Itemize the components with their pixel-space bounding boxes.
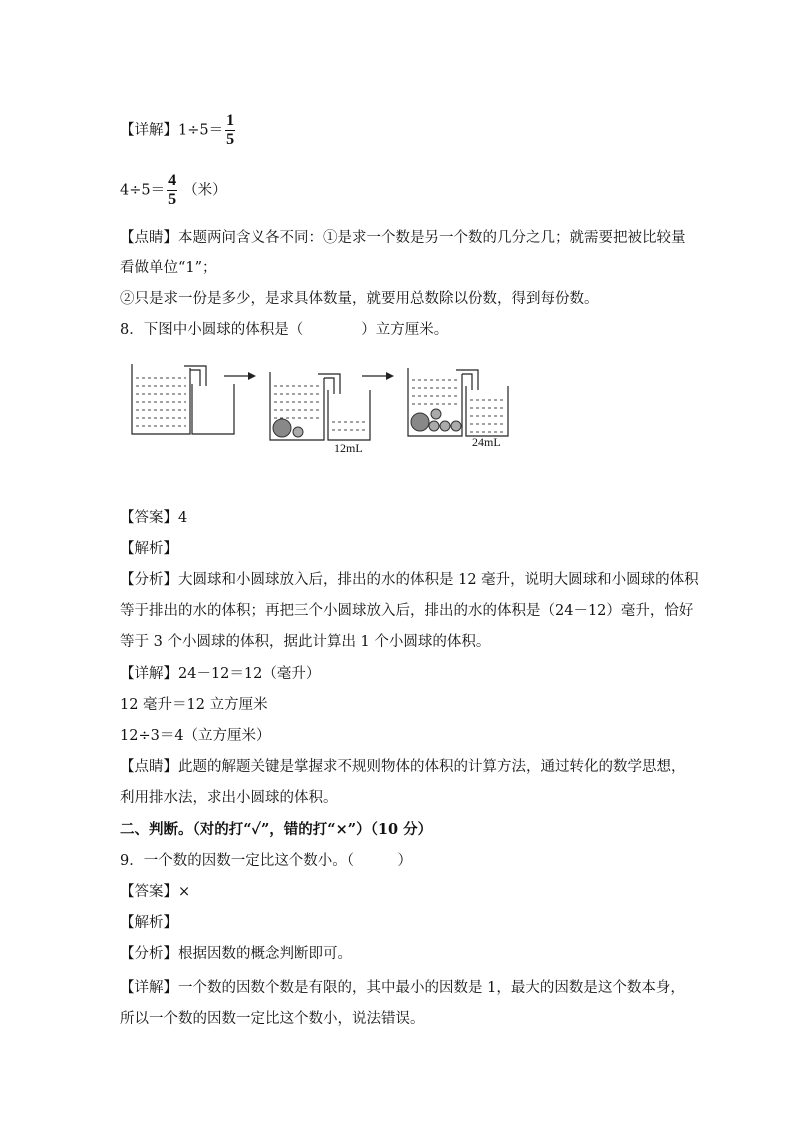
fraction-2 [167, 172, 177, 209]
detail-9-line-2: 所以一个数的因数一定比这个数小，说法错误。 [120, 1011, 425, 1027]
beaker-1 [192, 384, 234, 434]
detail-9-line-1: 【详解】一个数的因数个数是有限的，其中最小的因数是 1，最大的因数是这个数本身， [120, 980, 685, 996]
detail-suffix-2: （米） [183, 182, 227, 199]
analysis-heading-8: 【解析】 [120, 541, 178, 557]
detail-prefix-1: 【详解】1÷5＝ [120, 122, 224, 139]
detail-line-2 [120, 172, 227, 209]
small-ball-3b [429, 421, 439, 431]
large-ball-3 [411, 413, 429, 431]
fraction-1-denominator: 5 [226, 131, 235, 148]
arrow-1-head [248, 372, 256, 380]
small-ball-3d [451, 421, 461, 431]
detail-8-line-1: 【详解】24－12＝12（毫升） [120, 666, 321, 682]
displacement-diagram [120, 356, 520, 460]
small-ball-3c [440, 421, 450, 431]
section-2-heading: 二、判断。（对的打“✓”，错的打“×”）（10 分） [120, 821, 433, 838]
small-ball-3a [431, 409, 441, 419]
analysis-line-2: 等于排出的水的体积；再把三个小圆球放入后，排出的水的体积是（24－12）毫升，恰好 [120, 603, 694, 619]
analysis-line-3: 等于 3 个小圆球的体积，据此计算出 1 个小圆球的体积。 [120, 634, 491, 650]
fraction-1 [225, 112, 235, 149]
fraction-2-denominator: 5 [168, 191, 177, 208]
small-ball-2 [293, 427, 303, 437]
detail-prefix-2: 4÷5＝ [120, 182, 166, 199]
analysis-9: 【分析】根据因数的概念判断即可。 [120, 946, 352, 962]
question-8: 8．下图中小圆球的体积是（ ）立方厘米。 [120, 322, 449, 338]
fraction-2-numerator: 4 [168, 172, 177, 189]
point-line-2: 看做单位“1”； [120, 260, 217, 276]
analysis-heading-9: 【解析】 [120, 915, 178, 931]
container-1 [132, 364, 190, 434]
spout-2 [318, 374, 340, 394]
detail-line-1 [120, 112, 241, 149]
spout-3 [456, 370, 478, 390]
analysis-line-1: 【分析】大圆球和小圆球放入后，排出的水的体积是 12 毫升，说明大圆球和小圆球的体积 [120, 572, 699, 588]
large-ball-2 [273, 419, 291, 437]
detail-8-line-2: 12 毫升＝12 立方厘米 [120, 697, 268, 713]
label-12ml: 12mL [334, 441, 363, 455]
beaker-2 [328, 390, 370, 440]
fraction-1-numerator: 1 [226, 112, 235, 129]
answer-8: 【答案】4 [120, 510, 188, 526]
point-line-3: ②只是求一份是多少，是求具体数量，就要用总数除以份数，得到每份数。 [120, 291, 599, 307]
spout-1 [184, 366, 206, 386]
point-8-line-2: 利用排水法，求出小圆球的体积。 [120, 790, 338, 806]
arrow-2-head [386, 372, 394, 380]
beaker-3-drawn [466, 386, 508, 436]
point-8-line-1: 【点睛】此题的解题关键是掌握求不规则物体的体积的计算方法，通过转化的数学思想， [120, 759, 686, 775]
point-line-1: 【点睛】本题两问含义各不同：①是求一个数是另一个数的几分之几；就需要把被比较量 [120, 230, 686, 246]
label-24ml: 24mL [472, 435, 501, 449]
answer-9: 【答案】× [120, 884, 191, 900]
question-9: 9．一个数的因数一定比这个数小。（ ） [120, 853, 412, 869]
detail-8-line-3: 12÷3＝4（立方厘米） [120, 728, 271, 744]
displacement-figure [120, 356, 520, 460]
